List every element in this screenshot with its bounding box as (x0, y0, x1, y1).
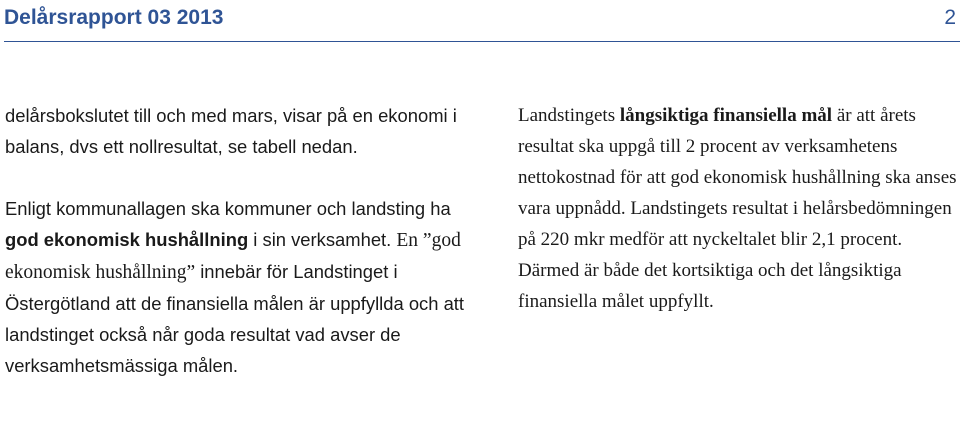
report-title: Delårsrapport 03 2013 (4, 6, 224, 29)
bold-term: god ekonomisk hushållning (5, 229, 249, 250)
paragraph-text: är att årets resultat ska uppgå till 2 procent av verksamhetens nettokostnad för att god ekonomisk hushållning ska anses vara uppnådd. Landstingets resultat i helårsbedömningen på 220 mkr medför att nyckeltalet blir 2,1 procent. Därmed är både det kortsiktiga och det långsiktiga finansiella målet uppfyllt. (518, 105, 957, 312)
page-header (0, 0, 960, 36)
bold-term: långsiktiga finansiella mål (619, 105, 833, 126)
quoted-term: En ”god ekonomisk hushållning” (5, 230, 461, 283)
paragraph-text: i sin verksamhet. (248, 229, 397, 250)
header-divider (4, 41, 960, 42)
paragraph-text: innebär för Landstinget i Östergötland att de finansiella målen är uppfyllda och att landstinget också når goda resultat vad avser de verksamhetsmässiga målen. (5, 261, 465, 376)
left-column (5, 100, 475, 381)
paragraph-good-management (5, 193, 475, 381)
paragraph-financial-goal (518, 100, 958, 317)
paragraph-text: Enligt kommunallagen ska kommuner och landsting ha (5, 198, 451, 219)
page-number: 2 (944, 6, 956, 29)
right-column (518, 100, 958, 317)
paragraph-balance: delårsbokslutet till och med mars, visar på en ekonomi i balans, dvs ett nollresultat, se tabell nedan. (5, 105, 457, 157)
paragraph-text: Landstingets (518, 105, 620, 126)
